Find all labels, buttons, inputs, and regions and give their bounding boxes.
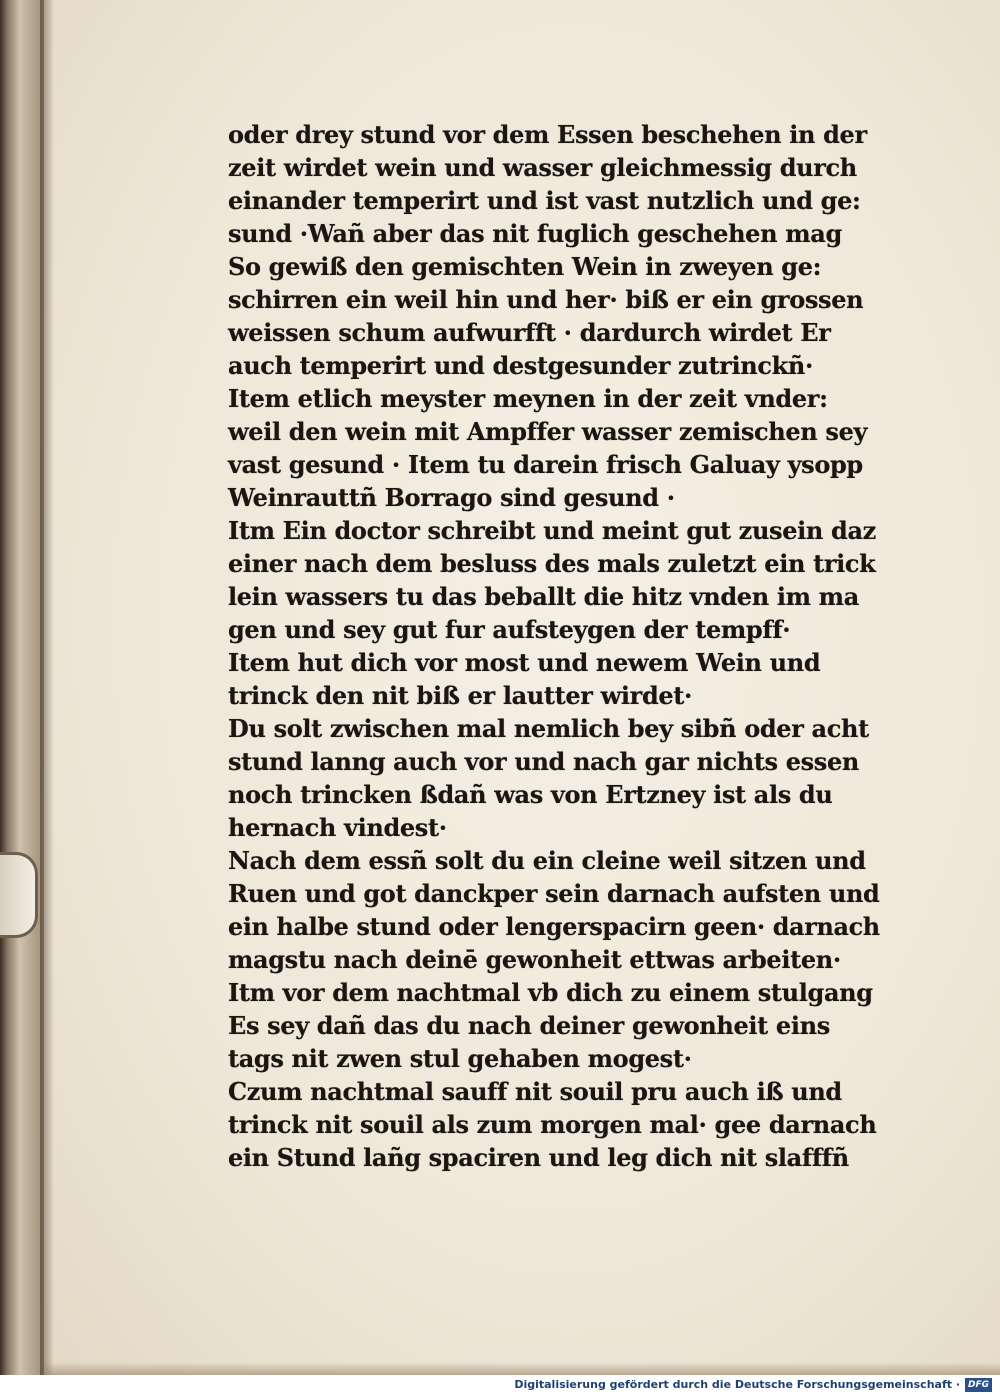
book-gutter bbox=[0, 0, 44, 1375]
text-line: Du solt zwischen mal nemlich bey sibñ oder acht bbox=[228, 714, 869, 743]
text-line: Itm vor dem nachtmal vb dich zu einem stulgang bbox=[228, 978, 873, 1007]
text-line: Es sey dañ das du nach deiner gewonheit eins bbox=[228, 1011, 830, 1040]
text-line: zeit wirdet wein und wasser gleichmessig durch bbox=[228, 153, 857, 182]
text-line: einander temperirt und ist vast nutzlich und ge: bbox=[228, 186, 861, 215]
text-line: Czum nachtmal sauff nit souil pru auch iß und bbox=[228, 1077, 842, 1106]
gutter-shadow bbox=[40, 0, 54, 1375]
text-line: Itm Ein doctor schreibt und meint gut zusein daz bbox=[228, 516, 876, 545]
text-line: vast gesund · Item tu darein frisch Galuay ysopp bbox=[228, 450, 863, 479]
text-line: trinck nit souil als zum morgen mal· gee darnach bbox=[228, 1110, 877, 1139]
text-line: tags nit zwen stul gehaben mogest· bbox=[228, 1044, 692, 1073]
text-line: ein halbe stund oder lengerspacirn geen· darnach bbox=[228, 912, 880, 941]
text-line: ein Stund lañg spaciren und leg dich nit slafffñ bbox=[228, 1143, 849, 1172]
text-line: noch trincken ßdañ was von Ertzney ist als du bbox=[228, 780, 833, 809]
dfg-logo-icon: DFG bbox=[965, 1378, 992, 1392]
page-bottom-edge bbox=[44, 1362, 1000, 1375]
text-line: lein wassers tu das beballt die hitz vnden im ma bbox=[228, 582, 859, 611]
text-line: magstu nach deinē gewonheit ettwas arbeiten· bbox=[228, 945, 841, 974]
text-line: trinck den nit biß er lautter wirdet· bbox=[228, 681, 693, 710]
text-line: weissen schum aufwurfft · dardurch wirdet Er bbox=[228, 318, 831, 347]
text-line: Item hut dich vor most und newem Wein und bbox=[228, 648, 821, 677]
dfg-credit-text: Digitalisierung gefördert durch die Deutsche Forschungsgemeinschaft · bbox=[514, 1378, 960, 1391]
text-line: Weinrauttñ Borrago sind gesund · bbox=[228, 483, 675, 512]
text-line: sund ·Wañ aber das nit fuglich geschehen mag bbox=[228, 219, 842, 248]
book-clasp bbox=[0, 852, 38, 938]
text-line: Nach dem essñ solt du ein cleine weil sitzen und bbox=[228, 846, 866, 875]
text-line: hernach vindest· bbox=[228, 813, 447, 842]
text-line: gen und sey gut fur aufsteygen der tempff· bbox=[228, 615, 791, 644]
text-line: schirren ein weil hin und her· biß er ein grossen bbox=[228, 285, 864, 314]
text-line: stund lanng auch vor und nach gar nichts essen bbox=[228, 747, 859, 776]
text-line: Ruen und got danckper sein darnach aufsten und bbox=[228, 879, 880, 908]
text-line: auch temperirt und destgesunder zutrinckñ· bbox=[228, 351, 813, 380]
blackletter-text-block bbox=[228, 118, 888, 1174]
text-line: weil den wein mit Ampffer wasser zemischen sey bbox=[228, 417, 868, 446]
text-line: einer nach dem besluss des mals zuletzt ein trick bbox=[228, 549, 876, 578]
text-line: Item etlich meyster meynen in der zeit vnder: bbox=[228, 384, 828, 413]
text-line: So gewiß den gemischten Wein in zweyen ge: bbox=[228, 252, 822, 281]
text-line: oder drey stund vor dem Essen beschehen in der bbox=[228, 120, 867, 149]
digitization-footer bbox=[0, 1375, 1000, 1395]
